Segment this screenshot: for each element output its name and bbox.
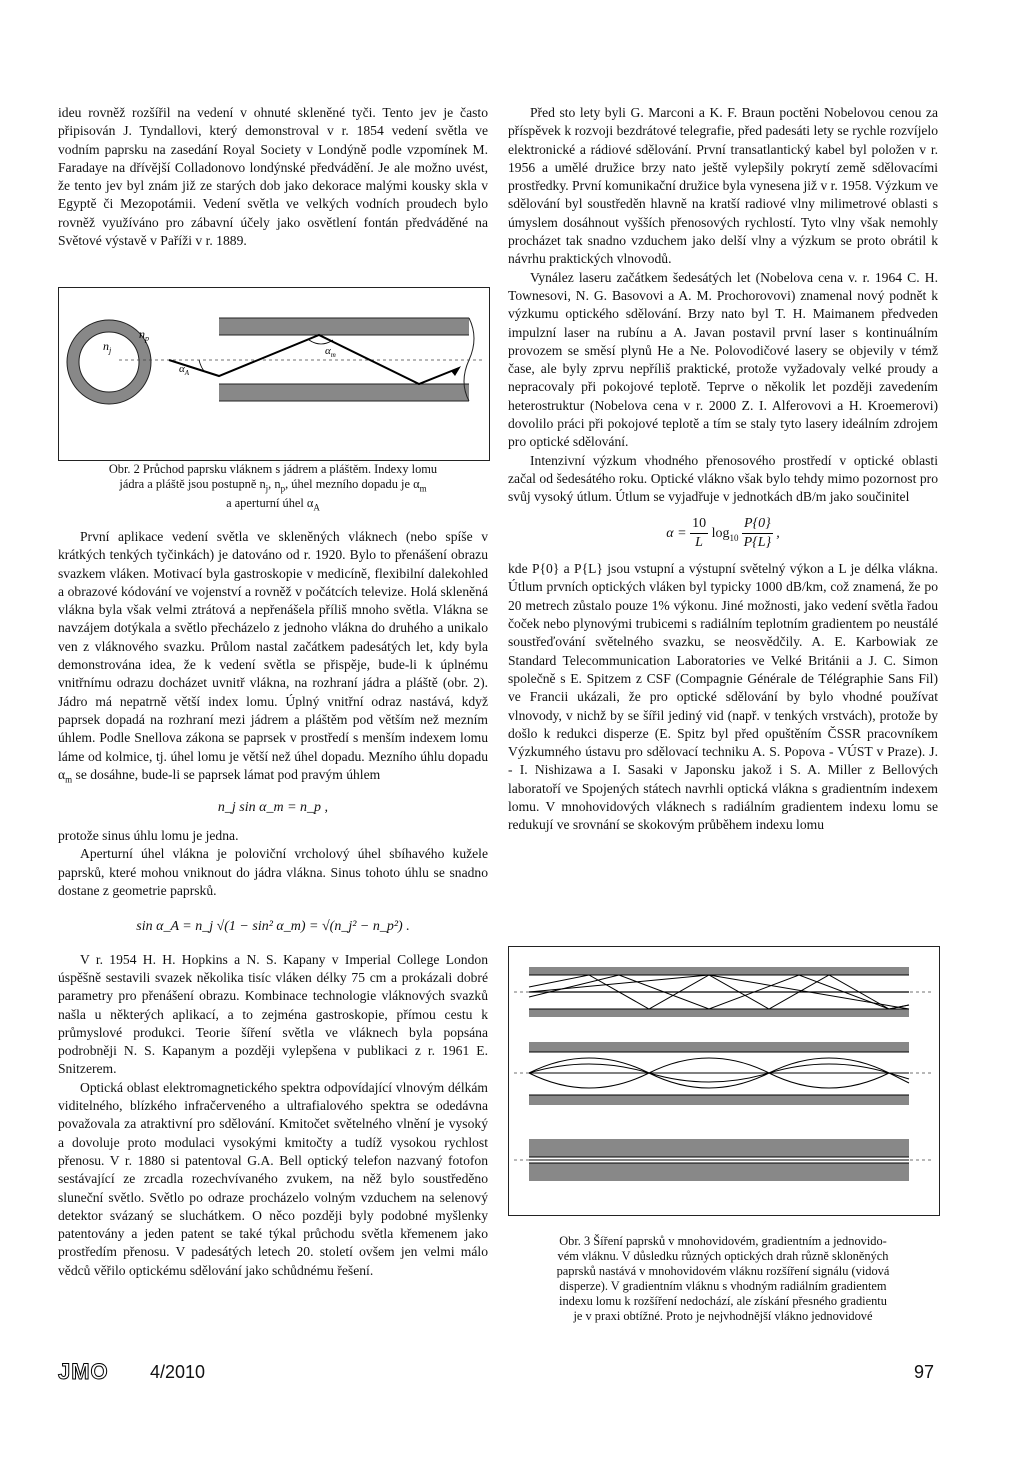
figure-3-caption: Obr. 3 Šíření paprsků v mnohovidovém, gradientním a jednovido- vém vláknu. V důsledku různých optických drah různě skloněných paprsků nastává v mnohovidovém vláknu rozšíření signálu (vidová disperze). V gradientním vláknu s vhodným radiálním gradientem indexu lomu k rozšíření nedochází, ale získání přesného gradientu je v praxi obtížné. Proto je nejvhodnější vlákno jednovidové [556, 1234, 890, 1323]
paragraph: Optická oblast elektromagnetického spektra odpovídající vlnovým délkám viditelného, blízkého infračerveného a ultrafialového spektra se odedávna považovala za atraktivní pro sdělování. Kmitočet světelného vlnění je vysoký a dovoluje proto modulaci vysokými kmitočty a tudíž vysokou rychlost přenosu. V r. 1880 si patentoval G.A. Bell optický telefon nazvaný fotofon sestávající ze zrcadla rozechvívaného zvukem, na něž bylo soustředěno sluneční světlo. Světlo po odraze procházelo volným vzduchem na selenový detektor svázaný se sluchátkem. O něco později byly podobné myšlenky patentovány a jeden patent se také týkal průchodu světla křemenem jako prostředím přenosu. V padesátých letech 20. století ovšem jen velmi málo vědců věřilo optickému sdělování jako schůdnému řešení. [58, 1079, 488, 1278]
label-nj: $n_j$ [103, 339, 112, 355]
right-column [508, 104, 938, 835]
left-column-body [58, 528, 488, 1280]
journal-logo: JMO [58, 1359, 109, 1384]
paragraph: Vynález laseru začátkem šedesátých let (Nobelova cena v. r. 1964 C. H. Townesovi, N. G. Basovovi a A. M. Prochorovovi) znamenal nový podnět k výzkumu optického sdělování. Brzy nato byl T. H. Maimanem předveden impulzní laser na rubínu a A. Javan postavil první laser s kontinuálním provozem se směsí plynů He a Ne. Polovodičové lasery se objevily v témž čase, ale byly zprvu nepříliš praktické, protože vyžadovaly velké proudy a nepracovaly při pokojové teplotě. Teprve o několik let později zavedením heterostruktur (Nobelova cena v r. 2000 Z. I. Alferovovi a H. Kroemerovi) dovolilo práci při pokojové teplotě a tím se staly tyto lasery ideálním zdrojem pro optické sdělování. [508, 269, 938, 450]
page-number: 97 [913, 1362, 934, 1382]
cladding-top [219, 318, 469, 335]
fiber-core-circle [79, 332, 139, 392]
equation-aperture: sin α_A = n_j √(1 − sin² α_m) = √(n_j² − n_p²) . [136, 919, 410, 935]
issue-number: 4/2010 [150, 1362, 206, 1382]
label-alpha-m: $\alpha_m$ [325, 345, 336, 359]
label-np: $n_p$ [139, 327, 149, 343]
paragraph: První aplikace vedení světla ve skleněných vláknech (nebo spíše v krátkých tenkých tyčinkách) je datováno od r. 1920. Bylo to přenášení obrazu svazkem vláken. Motivací byla gastroskopie v medicíně, flexibilní dalekohled a obrazové kódování ve vojenství a rovněž v počátcích televize. Holá skleněná vlákna byla však velmi ztrátová a nepřenášela příliš mnoho světla. Vlákna se navzájem dotýkala a světlo přecházelo z jednoho vlákna do druhého a unikalo ven z vláknového svazku. Průlom nastal začátkem padesátých let, kdy byla demonstrována idea, že k vedení světla se přispěje, bude-li k úplnému vnitřnímu odrazu docházet uvnitř vlákna, na rozhraní jádra a pláště (obr. 2). Jádro má nepatrně větší index lomu. Úplný vnitřní odraz nastává, když paprsek dopadá na rozhraní mezi jádrem a pláštěm pod větším než mezním úhlem. Podle Snellova zákona se paprsek v prostředí s menším indexem lomu láme od kolmice, tj. úhel lomu je větší než úhel dopadu. Mezního úhlu dopadu $\alpha_m$ se dosáhne, bude-li se paprsek lámat pod pravým úhlem [58, 529, 488, 785]
label-alpha-a: $\alpha_A$ [179, 363, 190, 377]
left-column-top [58, 104, 488, 250]
paragraph: V r. 1954 H. H. Hopkins a N. S. Kapany v Imperial College London úspěšně sestavili svazek několika tisíc vláken délky 75 cm a prokázali dobré parametry pro přenášení obrazu. Kombinace technologie vláknových svazků našla u některých aplikací, a to zejména gastroskopie, přímou cestu k průmyslové produkci. Teorie šíření světla ve vláknech byla popsána podrobněji N. S. Kapanym a později vylepšena v publikaci z r. 1961 E. Snitzerem. [58, 951, 488, 1077]
figure-2-drawing [59, 288, 489, 460]
figure-2 [58, 287, 490, 461]
cladding-bottom [219, 384, 469, 401]
paragraph: kde P{0} a P{L} jsou vstupní a výstupní světelný výkon a L je délka vlákna. Útlum prvních optických vláken byl typicky 1000 dB/km, což znamená, že po 20 metrech zůstalo pouze 1% výkonu. Jiné možnosti, jako vedení světla řadou čoček nebo plynovými trubicemi s radiálním teplotním gradientem po neustálé soustřeďování světelného svazku, se neosvědčily. A. E. Karbowiak ze Standard Telecommunication Laboratories ve Velké Británii a J. C. Simon společně s E. Spitzem z CSF (Compagnie Générale de Télégraphie Sans Fil) ve Francii ukázali, že pro optické sdělování by bylo vhodné používat vlnovody, v nichž by se šířil jediný vid (např. v tenkých vrstvách), protože by došlo k redukci disperze (E. Spitz byl před opuštěním ČSSR pracovníkem Výzkumného ústavu pro sdělovací techniku A. S. Popova - VÚST v Praze). J. - I. Nishizawa a I. Sasaki v Japonsku jakož i S. A. Miller z Bellových laboratoří ve Spojených státech navrhli optická vlákna s gradientním indexem lomu. V mnohovidových vláknech s radiálním gradientem indexu lomu se redukují ve srovnání se skokovým průběhem indexu lomu [508, 561, 938, 833]
multimode-fiber [514, 967, 934, 1017]
figure-3 [508, 946, 940, 1216]
paragraph: Intenzivní výzkum vhodného přenosového prostředí v optické oblasti začal od šedesátého roku. Optické vlákno však bylo tehdy mimo pozornost pro svůj vysoký útlum. Útlum se vyjadřuje v jednotkách dB/m jako součinitel [508, 452, 938, 505]
equation-attenuation: α = $\frac{10}{L}$ $\log_{10}$ $\frac{P\{0\}}{P\{L\}}$ , [666, 515, 780, 550]
paragraph: protože sinus úhlu lomu je jedna. [58, 828, 239, 844]
figure-3-drawing [509, 947, 939, 1215]
paragraph: Aperturní úhel vlákna je poloviční vrcholový úhel sbíhavého kužele paprsků, které mohou vniknout do jádra vlákna. Sinus tohoto úhlu se snadno dostane z geometrie paprsků. [58, 846, 488, 899]
graded-index-fiber [514, 1042, 934, 1105]
single-mode-fiber [514, 1139, 934, 1181]
paragraph: ideu rovněž rozšířil na vedení v ohnuté skleněné tyči. Tento jev je často připisován J. Tyndallovi, který demonstroval v r. 1854 vedení světla ve vodním paprsku na zasedání Royal Society v Londýně podle vzpomínek M. Faradaye na dřívější Colladonovo londýnské předvádění. Je ale možno uvést, že tento jev byl znám již ze starých dob jako dekorace malými kousky skla v Egyptě či Mezopotámii. Vedení světla ve velkých vodních proudech bylo rovněž využíváno pro zábavní účely jako osvětlení fontán předváděné na Světové výstavě v Paříži v r. 1889. [58, 105, 488, 249]
equation-snell: n_j sin α_m = n_p , [217, 799, 329, 815]
figure-2-caption: Obr. 2 Průchod paprsku vláknem s jádrem a pláštěm. Indexy lomu jádra a pláště jsou postupně $n_j$, $n_p$, úhel mezního dopadu je $\alpha_m$ a aperturní úhel $\alpha_A$ [108, 462, 438, 513]
paragraph: Před sto lety byli G. Marconi a K. F. Braun poctěni Nobelovou cenou za příspěvek k rozvoji bezdrátové telegrafie, před padesáti lety se rychle rozvíjelo elektronické a rádiové sdělování. První transatlantický kabel byl položen v r. 1956 a umělé družice brzy nato ještě vylepšily pokrytí země sdělovacími prostředky. První komunikační družice byla vynesena již v r. 1958. Výzkum ve sdělování byl soustředěn hlavně na kratší radiové vlny milimetrové oblasti s úmyslem dosáhnout vyšších přenosových rychlostí. Tyto vlny však nemohly procházet tak snadno vzduchem jako delší vlny a výzkum se proto obrátil k návrhu praktických vlnovodů. [508, 105, 938, 267]
